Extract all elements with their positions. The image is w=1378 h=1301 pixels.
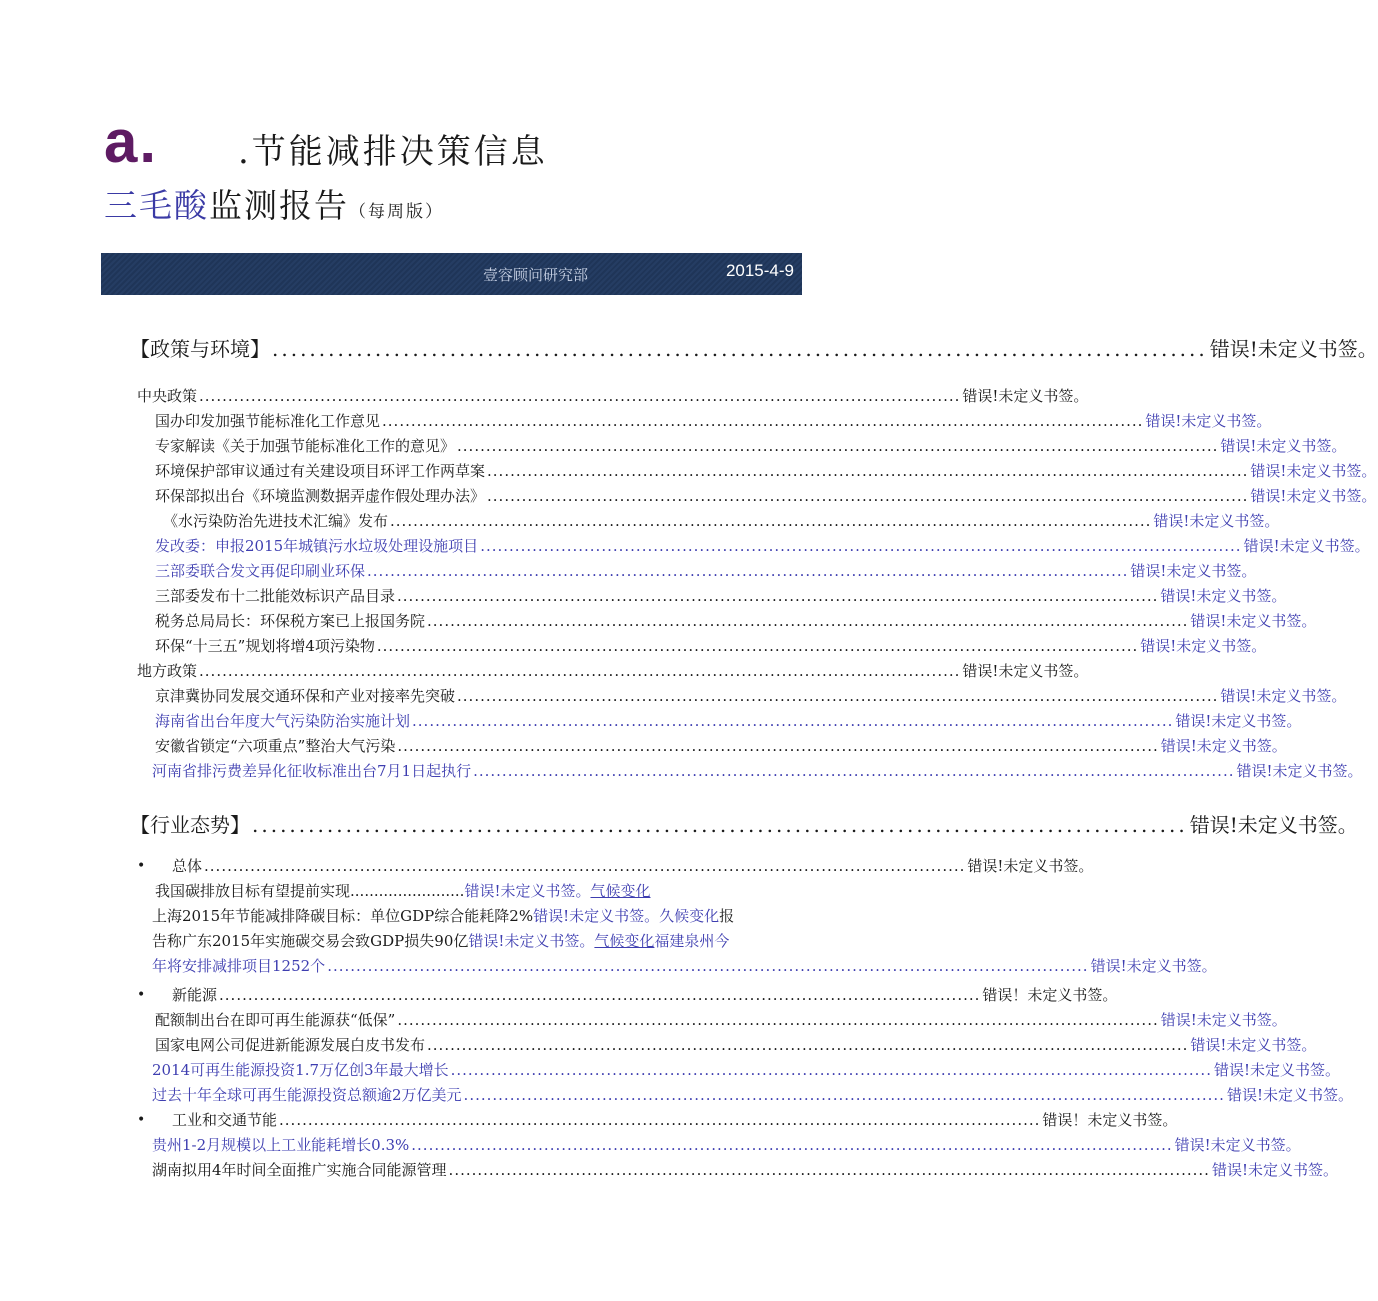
toc-item[interactable]: 上海2015年节能减排降碳目标：单位GDP综合能耗降2%错误!未定义书签。久候变化报 [152, 907, 735, 925]
toc-transport[interactable]: 工业和交通节能 .................................................................................................................................... 错误！未定义书签。 [172, 1111, 1178, 1129]
toc-item[interactable]: 京津冀协同发展交通环保和产业对接率先突破 .................................................................................................................................... 错误!未定义书签。 [155, 687, 1347, 705]
bullet-icon: • [137, 1112, 146, 1128]
toc-item[interactable]: 环保部拟出台《环境监测数据弄虚作假处理办法》 .................................................................................................................................... 错误!未定义书签。 [155, 487, 1377, 505]
edition-label: （每周版） [349, 202, 444, 222]
title-prefix: 三毛酸 [104, 186, 209, 225]
title-main: 监测报告 [209, 186, 349, 225]
bullet-icon: • [137, 858, 146, 874]
toc-item[interactable]: 海南省出台年度大气污染防治实施计划 .................................................................................................................................... 错误!未定义书签。 [155, 712, 1302, 730]
department-label: 壹容顾问研究部 [483, 266, 589, 284]
toc-section-policy[interactable]: 【政策与环境】 .................................................................................................... 错误!未定义书签。 [130, 334, 786, 364]
toc-item[interactable]: 安徽省锁定“六项重点”整治大气污染 .................................................................................................................................... 错误!未定义书签。 [155, 737, 1287, 755]
toc-item[interactable]: 环保“十三五”规划将增4项污染物 .................................................................................................................................... 错误!未定义书签。 [155, 637, 1267, 655]
toc-item[interactable]: 年将安排减排项目1252个 .................................................................................................................................... 错误!未定义书签。 [152, 957, 1217, 975]
logo-glyph: a. [104, 108, 159, 175]
toc-label: 【政策与环境】 [130, 337, 270, 361]
toc-error: 错误!未定义书签。 [1209, 337, 1378, 361]
toc-central-policy[interactable]: 中央政策 .................................................................................................................................... 错误!未定义书签。 [137, 387, 1089, 405]
report-date: 2015-4-9 [725, 261, 794, 280]
toc-item[interactable]: 过去十年全球可再生能源投资总额逾2万亿美元 .................................................................................................................................... 错误!未定义书签。 [152, 1086, 1353, 1104]
report-title-line1: .节能减排决策信息 [238, 132, 548, 172]
toc-item[interactable]: 环境保护部审议通过有关建设项目环评工作两草案 .................................................................................................................................... 错误!未定义书签。 [155, 462, 1377, 480]
toc-item[interactable]: 国家电网公司促进新能源发展白皮书发布 .................................................................................................................................... 错误!未定义书签。 [155, 1036, 1317, 1054]
toc-local-policy[interactable]: 地方政策 .................................................................................................................................... 错误!未定义书签。 [137, 662, 1089, 680]
header-banner [101, 253, 802, 295]
toc-item[interactable]: 三部委发布十二批能效标识产品目录 .................................................................................................................................... 错误!未定义书签。 [155, 587, 1287, 605]
toc-item[interactable]: 湖南拟用4年时间全面推广实施合同能源管理 .................................................................................................................................... 错误!未定义书签。 [152, 1161, 1338, 1179]
toc-item[interactable]: 发改委：申报2015年城镇污水垃圾处理设施项目 .................................................................................................................................... 错误!未定义书签。 [155, 537, 1370, 555]
toc-item[interactable]: 贵州1-2月规模以上工业能耗增长0.3% .................................................................................................................................... 错误!未定义书签。 [152, 1136, 1301, 1154]
toc-item[interactable]: 配额制出台在即可再生能源获“低保” .................................................................................................................................... 错误!未定义书签。 [155, 1011, 1287, 1029]
toc-item[interactable]: 告称广东2015年实施碳交易会致GDP损失90亿错误!未定义书签。气候变化福建泉州今 [152, 932, 730, 950]
toc-overall[interactable]: 总体 .................................................................................................................................... 错误!未定义书签。 [172, 857, 1094, 875]
toc-section-industry[interactable]: 【行业态势】 .................................................................................................... 错误!未定义书签。 [130, 813, 1358, 837]
toc-item[interactable]: 《水污染防治先进技术汇编》发布 .................................................................................................................................... 错误!未定义书签。 [163, 512, 1280, 530]
toc-item[interactable]: 三部委联合发文再促印刷业环保 .................................................................................................................................... 错误!未定义书签。 [155, 562, 1257, 580]
toc-item[interactable]: 国办印发加强节能标准化工作意见 .................................................................................................................................... 错误!未定义书签。 [155, 412, 1272, 430]
toc-item[interactable]: 我国碳排放目标有望提前实现........................错误!未定义书签。气候变化 [155, 882, 651, 900]
toc-item[interactable]: 河南省排污费差异化征收标准出台7月1日起执行 .................................................................................................................................... 错误!未定义书签。 [152, 762, 1363, 780]
toc-item[interactable]: 税务总局局长：环保税方案已上报国务院 .................................................................................................................................... 错误!未定义书签。 [155, 612, 1317, 630]
toc-item[interactable]: 2014可再生能源投资1.7万亿创3年最大增长 .................................................................................................................................... 错误!未定义书签。 [152, 1061, 1340, 1079]
report-title-line2 [104, 186, 444, 232]
toc-item[interactable]: 专家解读《关于加强节能标准化工作的意见》 .................................................................................................................................... 错误!未定义书签。 [155, 437, 1347, 455]
toc-new-energy[interactable]: 新能源 .................................................................................................................................... 错误！未定义书签。 [172, 986, 1118, 1004]
bullet-icon: • [137, 987, 146, 1003]
